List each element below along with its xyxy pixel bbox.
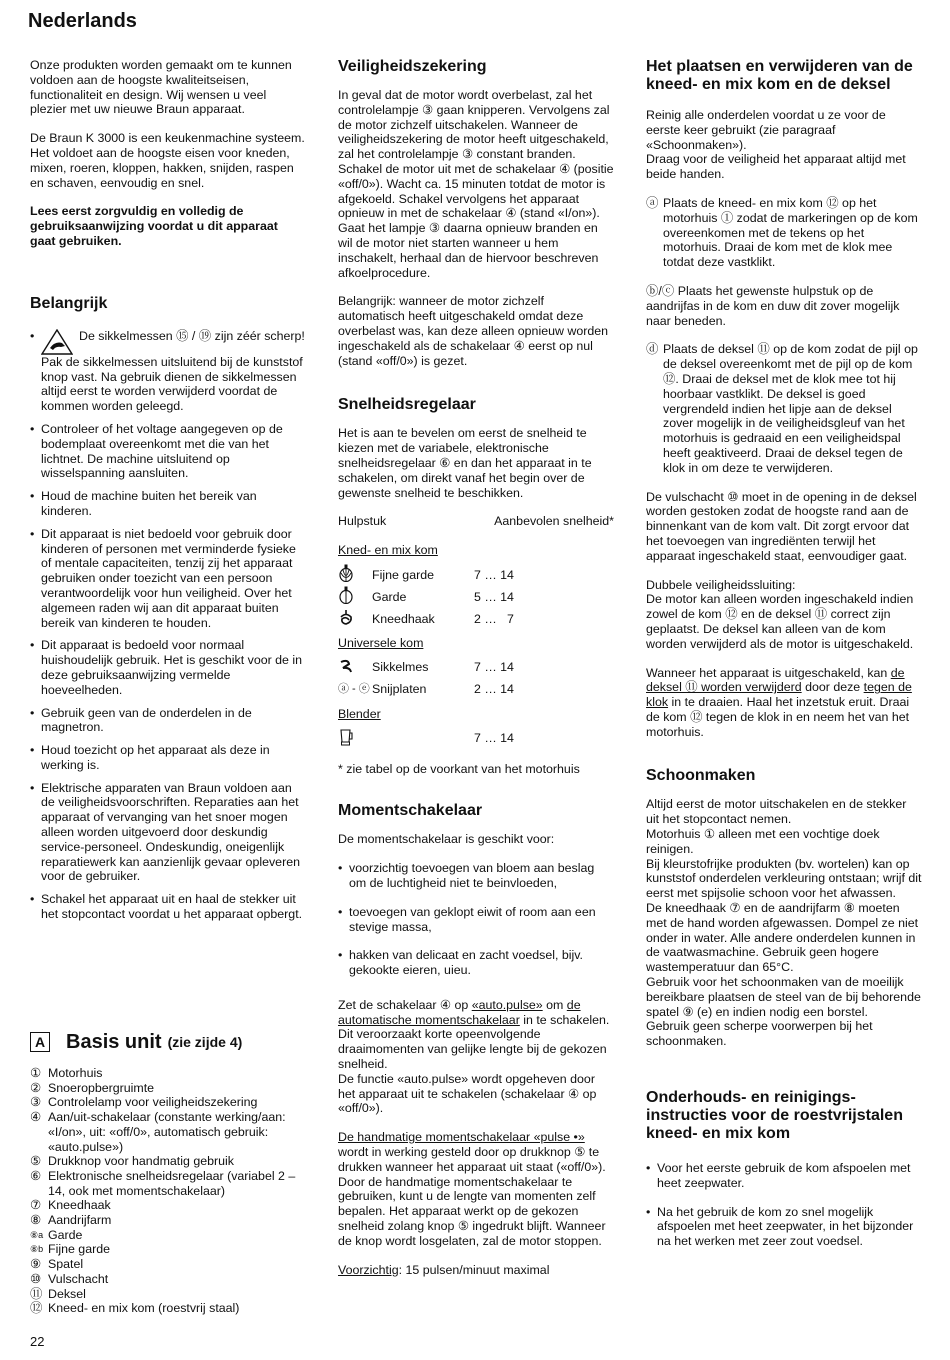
list-item: • Houd de machine buiten het bereik van kinderen.: [30, 489, 306, 519]
veiligheid-paragraph-1: In geval dat de motor wordt overbelast, zal het controlelampje ③ gaan knipperen. Vervolgens zal de motor zichzelf uitschakelen. Wanneer de veiligheidszekering de motor heeft uitgeschakeld, zal het controlelampje ③ constant branden. Schakel de motor uit met de schakelaar ④ (positie «off/0»). Wacht ca. 15 minuten totdat de motor is afgekoeld. Schakel vervolgens het apparaat opnieuw in met de schakelaar ④ (stand «I/on»). Gaat het lampje ③ daarna opnieuw branden en wil de motor niet starten wanneer u hem inschakelt, herhaal dan de hiervoor beschreven afkoelprocedure.: [338, 88, 614, 280]
page-title: Nederlands: [28, 10, 137, 32]
list-item: • Elektrische apparaten van Braun voldoen aan de veiligheidsvoorschriften. Reparaties aan het apparaat of vervanging van het snoer mogen alleen worden uitgevoerd door deskundig service-personeel. Ondeskundig, oneigenlijk reparatiewerk kan aanzienlijk gevaar opleveren voor de gebruiker.: [30, 781, 306, 885]
whisk-icon: [338, 586, 372, 608]
list-item: • Voor het eerste gebruik de kom afspoelen met heet zeepwater.: [646, 1161, 922, 1191]
list-item: • voorzichtig toevoegen van bloem aan beslag om de luchtigheid niet te beinvloeden,: [338, 861, 614, 891]
parts-list: [30, 1066, 306, 1316]
intro-warning: Lees eerst zorgvuldig en volledig de gebruiksaanwijzing voordat u dit apparaat gaat gebruiken.: [30, 204, 278, 248]
list-item: ⑤ Drukknop voor handmatig gebruik: [30, 1154, 234, 1169]
basis-unit-section: [30, 1032, 306, 1316]
table-header-attachment: Hulpstuk: [338, 514, 387, 529]
list-item: ⑫ Kneed- en mix kom (roestvrij staal): [30, 1301, 240, 1316]
list-item: ⑧b Fijne garde: [30, 1242, 110, 1257]
moment-heading: Momentschakelaar: [338, 802, 483, 820]
warning-bullet: [30, 329, 306, 414]
plaatsen-paragraph-4: Wanneer het apparaat is uitgeschakeld, kan de deksel ⑪ worden verwijderd door deze tegen de klok in te draaien. Haal het inzetstuk eruit. Draai de kom ⑫ tegen de klok in en neem het van het motorhuis.: [646, 665, 912, 739]
column-3: [646, 58, 922, 1257]
moment-intro: De momentschakelaar is geschikt voor:: [338, 832, 555, 847]
basis-unit-title: Basis unit: [66, 1030, 162, 1053]
table-group-label: Universele kom: [338, 635, 424, 650]
list-item: • Gebruik geen van de onderdelen in de magnetron.: [30, 706, 306, 736]
table-header: [338, 514, 614, 529]
onderhoud-heading: Onderhouds- en reinigings-instructies voor de roestvrijstalen kneed- en mix kom: [646, 1089, 903, 1143]
veiligheid-paragraph-2: Belangrijk: wanneer de motor zichzelf automatisch heeft uitgeschakeld omdat deze overbelast was, kan deze alleen opnieuw worden ingeschakeld als de schakelaar ④ eerst op nul (stand «off/0») is gezet.: [338, 294, 609, 368]
moment-paragraph-auto: Zet de schakelaar ④ op «auto.pulse» om de automatische momentschakelaar in te schakelen. Dit veroorzaakt korte opeenvolgende draaimomenten van gelijke lengte bij de gekozen snelheid.: [338, 997, 610, 1072]
warning-first-line: • De sikkelmessen ⑮ / ⑲ zijn zéér scherp!: [79, 328, 305, 343]
table-header-speed: Aanbevolen snelheid*: [494, 514, 614, 529]
plaatsen-heading: Het plaatsen en verwijderen van de kneed- en mix kom en de deksel: [646, 58, 913, 93]
list-item: • Na het gebruik de kom zo snel mogelijk afspoelen met heet zeepwater, in het bijzonder na het werken met zeer zout voedsel.: [646, 1205, 922, 1249]
plaatsen-paragraph-2: De vulschacht ⑩ moet in de opening in de deksel worden gestoken zodat de hoogste rand aan de binnenkant van de kom valt. Dit zorgt ervoor dat het toevoegen van ingrediënten terwijl het apparaat ingeschakeld staat, eenvoudiger gaat.: [646, 489, 917, 563]
sickle-blade-icon: [338, 658, 372, 678]
table-row: ⓐ - ⓔ Snijplaten 2 … 14: [338, 682, 514, 697]
list-item: ② Snoeropbergruimte: [30, 1080, 155, 1095]
disc-range-label: ⓐ - ⓔ: [338, 683, 370, 696]
list-item: ⑨ Spatel: [30, 1257, 84, 1272]
schoonmaken-heading: Schoonmaken: [646, 767, 756, 785]
list-item: ⓐ Plaats de kneed- en mix kom ⑫ op het motorhuis ① zodat de markeringen op de kom overeenkomen met de tekens op het motorhuis. Draai de kom met de klok mee totdat deze vastklikt.: [646, 195, 918, 270]
warning-triangle-icon: [41, 329, 73, 355]
list-item: ⓑ/ⓒ Plaats het gewenste hulpstuk op de aandrijfas in de kom en duw dit zover mogelijk naar beneden.: [646, 283, 900, 328]
intro-paragraph-2: De Braun K 3000 is een keukenmachine systeem. Het voldoet aan de hoogste eisen voor kneden, mixen, roeren, kloppen, hakken, snijden, raspen en schaven, eenvoudig en snel.: [30, 131, 305, 190]
column-1: [30, 58, 306, 930]
column-2: [338, 58, 614, 1291]
snelheid-paragraph: Het is aan te bevelen om eerst de snelheid te kiezen met de variabele, elektronische snelheidsregelaar ⑥ en dan het apparaat in te schakelen, om direkt vanaf het begin over de gewenste snelheid te beschikken.: [338, 426, 592, 500]
list-item: ⑧ Aandrijfarm: [30, 1213, 112, 1228]
list-item: ⑥ Elektronische snelheidsregelaar (variabel 2 – 14, ook met momentschakelaar): [30, 1168, 296, 1198]
page-number: 22: [30, 1334, 45, 1349]
veiligheid-heading: Veiligheidszekering: [338, 58, 487, 75]
table-group-label: Blender: [338, 706, 381, 721]
list-item: ⑦ Kneedhaak: [30, 1198, 111, 1213]
section-letter-box: A: [30, 1032, 50, 1052]
moment-paragraph-manual: De handmatige momentschakelaar «pulse •» wordt in werking gesteld door op drukknop ⑤ te drukken wanneer het apparaat uit staat («off/0»). Door de handmatige momentschakelaar te gebruiken, kunt u de lengte van momenten zelf bepalen. Het apparaat werkt op de gekozen snelheid zolang knop ⑤ ingedrukt blijft. Wanneer de knop wordt losgelaten, zal de motor stoppen.: [338, 1130, 606, 1248]
list-item: ③ Controlelamp voor veiligheidszekering: [30, 1095, 258, 1110]
snelheid-heading: Snelheidsregelaar: [338, 396, 476, 414]
kneading-hook-icon: [338, 608, 372, 630]
table-group-label: Kned- en mix kom: [338, 543, 438, 558]
list-item: ⓓ Plaats de deksel ⑪ op de kom zodat de pijl op de deksel overeenkomt met de pijl op de kom ⑫. Draai de deksel met de klok mee tot hij hoorbaar vastklikt. De deksel is goed vergrendeld indien het lipje aan de deksel zover mogelijk in de veiligheidsgleuf van het motorhuis is gedraaid en een veiligheidspal heeft geaktiveerd. Draai de deksel tegen de klok in om deze te verwijderen.: [646, 342, 918, 475]
list-item: • Dit apparaat is niet bedoeld voor gebruik door kinderen of personen met verminderde fysieke of mentale capaciteiten, tenzij zij het apparaat gebruiken onder toezicht van een persoon verantwoordelijk voor hun veiligheid. Over het algemeen raden wij aan dit apparaat buiten bereik van kinderen te houden.: [30, 527, 306, 631]
plaatsen-paragraph-1: Reinig alle onderdelen voordat u ze voor de eerste keer gebruikt (zie paragraaf «Schoonmaken»). Draag voor de veiligheid het apparaat altijd met beide handen.: [646, 108, 906, 182]
blender-icon: [338, 728, 372, 750]
list-item: • Houd toezicht op het apparaat als deze in werking is.: [30, 743, 306, 773]
speed-table: [338, 514, 614, 749]
table-row: Kneedhaak 2 … 7: [338, 608, 614, 630]
table-row: Fijne garde 7 … 14: [338, 564, 614, 586]
list-item: ④ Aan/uit-schakelaar (constante werking/aan: «I/on», uit: «off/0», automatisch gebruik: «auto.pulse»): [30, 1110, 286, 1154]
list-item: ⑪ Deksel: [30, 1286, 86, 1301]
belangrijk-heading: Belangrijk: [30, 294, 108, 312]
list-item: • Controleer of het voltage aangegeven op de bodemplaat overeenkomt met die van het lichtnet. De machine uitsluitend op wisselspanning aansluiten.: [30, 422, 306, 481]
basis-unit-subtitle: (zie zijde 4): [167, 1033, 243, 1050]
list-item: • toevoegen van geklopt eiwit of room aan een stevige massa,: [338, 905, 614, 935]
plaatsen-paragraph-3: Dubbele veiligheidssluiting: De motor kan alleen worden ingeschakeld indien zowel de kom ⑫ en de deksel ⑪ correct zijn geplaatst. De deksel kan alleen van de kom worden verwijderd als de motor is uitgeschakeld.: [646, 577, 914, 651]
schoonmaken-text: Altijd eerst de motor uitschakelen en de stekker uit het stopcontact nemen. Motorhuis ① alleen met een vochtige doek reinigen. Bij kleurstofrijke produkten (bv. wortelen) kan op kunststof onderdelen verkleuring ontstaan; wrijf dit eerst met spijsolie schoon voor het afwassen. De kneedhaak ⑦ en de aandrijfarm ⑧ moeten met de hand worden afgewassen. Dompel ze niet onder in water. Alle andere onderdelen kunnen in de vaatwasmachine. Gebruik geen hogere wastemperatuur dan 65°C. Gebruik voor het schoonmaken van de moeilijk bereikbare plaatsen de steel van de bij behorende spatel ⑨ (e) en indien nodig een borstel. Gebruik geen scherpe voorwerpen bij het schoonmaken.: [646, 797, 922, 1049]
warning-text: Pak de sikkelmessen uitsluitend bij de kunststof knop vast. Na gebruik dienen de sikkelmessen altijd eerst te worden verwijderd voordat de kommen worden geleegd.: [41, 354, 303, 414]
table-footnote: * zie tabel op de voorkant van het motorhuis: [338, 761, 580, 776]
list-item: ⑩ Vulschacht: [30, 1271, 109, 1286]
list-item: • Schakel het apparaat uit en haal de stekker uit het stopcontact voordat u het apparaat opbergt.: [30, 892, 306, 922]
list-item: • Dit apparaat is bedoeld voor normaal huishoudelijk gebruik. Het is geschikt voor de in deze gebruiksaanwijzing vermelde hoeveelheden.: [30, 638, 306, 697]
fine-whisk-icon: [338, 564, 372, 586]
table-row: Sikkelmes 7 … 14: [338, 657, 614, 679]
assembly-steps: [646, 196, 922, 476]
table-row: Garde 5 … 14: [338, 586, 614, 608]
list-item: ⑧a Garde: [30, 1227, 83, 1242]
intro-paragraph-1: Onze produkten worden gemaakt om te kunnen voldoen aan de hoogste kwaliteitseisen, functionaliteit en design. Wij wensen u veel plezier met uw nieuwe Braun apparaat.: [30, 58, 292, 117]
list-item: • hakken van delicaat en zacht voedsel, bijv. gekookte eieren, uieu.: [338, 948, 614, 978]
list-item: ① Motorhuis: [30, 1066, 103, 1080]
table-row: 7 … 14: [338, 728, 614, 750]
moment-paragraph-off: De functie «auto.pulse» wordt opgeheven door het apparaat uit te schakelen (schakelaar ④ op «off/0»).: [338, 1071, 597, 1116]
moment-caution: Voorzichtig: 15 pulsen/minuut maximal: [338, 1262, 550, 1277]
